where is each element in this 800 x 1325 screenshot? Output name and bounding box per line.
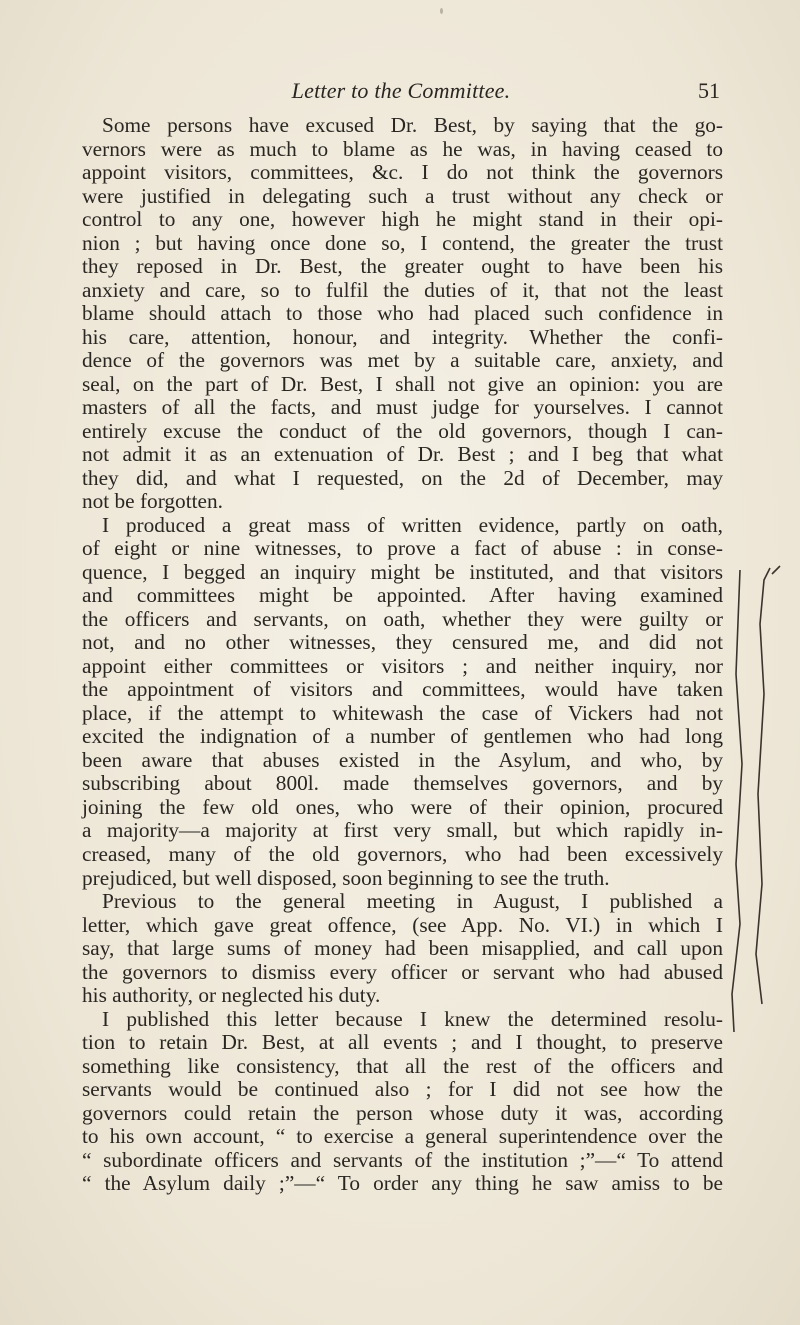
text-line: they did, and what I requested, on the 2d of December, may: [82, 465, 723, 490]
text-line: of eight or nine witnesses, to prove a fact of abuse : in conse-: [82, 536, 723, 561]
text-line: vernors were as much to blame as he was, in having ceased to: [82, 136, 723, 161]
text-line: “ subordinate officers and servants of the institution ;”—“ To attend: [82, 1147, 723, 1172]
text-line: creased, many of the old governors, who had been excessively: [82, 841, 723, 866]
page-header: [82, 78, 720, 108]
text-line: appoint visitors, committees, &c. I do not think the governors: [82, 160, 723, 185]
text-line: a majority—a majority at first very small, but which rapidly in-: [82, 818, 723, 843]
text-line: I produced a great mass of written evidence, partly on oath,: [102, 512, 723, 537]
text-line: letter, which gave great offence, (see App. No. VI.) in which I: [82, 912, 723, 937]
text-line: place, if the attempt to whitewash the case of Vickers had not: [82, 700, 723, 725]
text-line: and committees might be appointed. After having examined: [82, 583, 723, 608]
text-line: not admit it as an extenuation of Dr. Best ; and I beg that what: [82, 442, 723, 467]
text-line: were justified in delegating such a trust without any check or: [82, 183, 723, 208]
text-line: the appointment of visitors and committees, would have taken: [82, 677, 723, 702]
body-text: [82, 114, 723, 1196]
text-line: not be forgotten.: [82, 489, 223, 514]
text-line: excited the indignation of a number of gentlemen who had long: [82, 724, 723, 749]
text-line: governors could retain the person whose duty it was, according: [82, 1100, 723, 1125]
text-line: seal, on the part of Dr. Best, I shall not give an opinion: you are: [82, 371, 723, 396]
text-line: nion ; but having once done so, I contend, the greater the trust: [82, 230, 723, 255]
text-line: subscribing about 800l. made themselves governors, and by: [82, 771, 723, 796]
text-line: prejudiced, but well disposed, soon beginning to see the truth.: [82, 865, 610, 890]
text-line: anxiety and care, so to fulfil the duties of it, that not the least: [82, 277, 723, 302]
text-line: something like consistency, that all the rest of the officers and: [82, 1053, 723, 1078]
text-line: the governors to dismiss every officer or servant who had abused: [82, 959, 723, 984]
text-line: “ the Asylum daily ;”—“ To order any thing he saw amiss to be: [82, 1171, 723, 1196]
running-title: Letter to the Committee.: [291, 78, 511, 103]
text-line: tion to retain Dr. Best, at all events ; and I thought, to preserve: [82, 1030, 723, 1055]
text-line: to his own account, “ to exercise a general superintendence over the: [82, 1124, 723, 1149]
text-line: dence of the governors was met by a suitable care, anxiety, and: [82, 348, 723, 373]
text-line: say, that large sums of money had been misapplied, and call upon: [82, 936, 723, 961]
text-line: blame should attach to those who had placed such confidence in: [82, 301, 723, 326]
text-line: been aware that abuses existed in the Asylum, and who, by: [82, 747, 723, 772]
page-number: 51: [698, 78, 720, 103]
paper-speck: [440, 8, 443, 14]
text-line: control to any one, however high he might stand in their opi-: [82, 207, 723, 232]
margin-bracket-mark: [728, 564, 788, 1034]
text-line: masters of all the facts, and must judge for yourselves. I cannot: [82, 395, 723, 420]
text-line: Some persons have excused Dr. Best, by saying that the go-: [102, 113, 723, 137]
text-line: Previous to the general meeting in August, I published a: [102, 889, 723, 914]
text-line: joining the few old ones, who were of their opinion, procured: [82, 794, 723, 819]
text-line: his care, attention, honour, and integrity. Whether the confi-: [82, 324, 723, 349]
text-line: they reposed in Dr. Best, the greater ought to have been his: [82, 254, 723, 279]
text-line: entirely excuse the conduct of the old governors, though I can-: [82, 418, 723, 443]
text-line: appoint either committees or visitors ; and neither inquiry, nor: [82, 653, 723, 678]
text-line: I published this letter because I knew the determined resolu-: [102, 1006, 723, 1031]
text-line: his authority, or neglected his duty.: [82, 983, 381, 1008]
text-line: servants would be continued also ; for I did not see how the: [82, 1077, 723, 1102]
text-line: quence, I begged an inquiry might be instituted, and that visitors: [82, 559, 723, 584]
text-line: the officers and servants, on oath, whether they were guilty or: [82, 606, 723, 631]
text-line: not, and no other witnesses, they censured me, and did not: [82, 630, 723, 655]
